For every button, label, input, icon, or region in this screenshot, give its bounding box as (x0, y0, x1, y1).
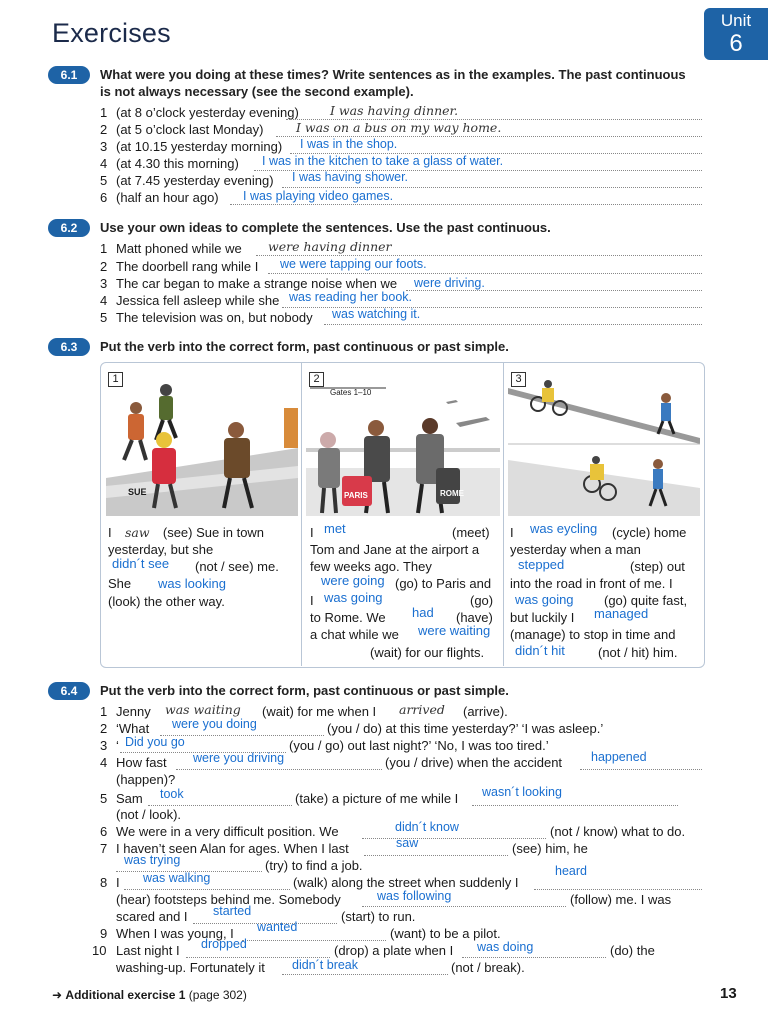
answer: didn´t see (112, 556, 170, 571)
text-fragment: (do) the (610, 943, 655, 958)
answer: was following (377, 889, 452, 903)
item-prompt: (at 7.45 yesterday evening) (116, 173, 274, 188)
exercise-badge-6-1: 6.1 (48, 66, 90, 84)
answer: Did you go (125, 735, 185, 749)
text-line: yesterday, but she (108, 542, 214, 557)
text-fragment: I haven’t seen Alan for ages. When I last (116, 841, 349, 856)
item-prompt: The car began to make a strange noise when we (116, 276, 398, 291)
answer: were you doing (172, 717, 257, 731)
text-line: (go) to Paris and (395, 576, 492, 591)
answer-line (362, 906, 566, 907)
text-fragment: We were in a very difficult position. We (116, 824, 339, 839)
exercise-badge-6-2: 6.2 (48, 219, 90, 237)
exercise-item (100, 737, 119, 754)
answer: didn´t know (395, 820, 459, 834)
exercise-badge-6-3: 6.3 (48, 338, 90, 356)
exercise-item (100, 172, 274, 189)
text-fragment: (follow) me. I was (570, 892, 672, 907)
illustration-cyclist-scene (508, 368, 700, 516)
picture-number-label: 3 (511, 372, 526, 387)
item-number: 5 (100, 310, 108, 325)
text-line: (go) quite fast, (604, 593, 688, 608)
item-number: 2 (100, 721, 108, 736)
answer: didn´t break (292, 958, 359, 972)
answer: wasn´t looking (482, 785, 562, 799)
text-fragment: (try) to find a job. (265, 858, 363, 873)
answer: were having dinner (268, 239, 392, 254)
text-line: (wait) for our flights. (370, 645, 485, 660)
exercise-item (100, 874, 120, 891)
text-fragment: ‘ (116, 738, 119, 753)
answer: were you driving (193, 751, 285, 765)
text-fragment: Sam (116, 791, 143, 806)
text-line: into the road in front of me. I (510, 576, 673, 591)
item-number: 8 (100, 875, 108, 890)
text-fragment: (arrive). (463, 704, 508, 719)
answer: stepped (518, 557, 565, 572)
answer-line (176, 769, 382, 770)
item-number: 3 (100, 139, 108, 154)
rome-label: ROME (440, 489, 464, 498)
text-fragment: (you / do) at this time yesterday?’ ‘I was asleep.’ (327, 721, 604, 736)
answer-line (324, 324, 702, 325)
answer: arrived (399, 702, 445, 717)
instruction-6-3: Put the verb into the correct form, past continuous or past simple. (100, 339, 509, 354)
unit-label: Unit (720, 11, 752, 30)
exercise-item (100, 189, 219, 206)
answer-line (364, 855, 508, 856)
item-prompt: (at 5 o’clock last Monday) (116, 122, 264, 137)
answer: was going (515, 592, 574, 607)
item-number: 6 (100, 190, 108, 205)
panel-divider (301, 362, 302, 666)
text-line: few weeks ago. They (310, 559, 432, 574)
panel-divider (503, 362, 504, 666)
text-line: She (108, 576, 132, 591)
answer: took (160, 787, 184, 801)
answer: was walking (143, 871, 211, 885)
answer-line (268, 273, 702, 274)
text-fragment: I (108, 525, 112, 540)
answer-line (462, 957, 606, 958)
item-number: 7 (100, 841, 108, 856)
text-line: I (510, 525, 514, 540)
text-line: (have) (456, 610, 493, 625)
answer: were waiting (418, 623, 491, 638)
text-line: I (310, 525, 314, 540)
item-number: 5 (100, 791, 108, 806)
exercise-item (100, 754, 167, 771)
item-number: 10 (92, 943, 107, 958)
item-number: 3 (100, 738, 108, 753)
answer: was trying (124, 853, 181, 867)
item-number: 3 (100, 276, 108, 291)
item-number: 4 (100, 293, 108, 308)
text-line: (not / hit) him. (598, 645, 678, 660)
instruction-6-1-line1: What were you doing at these times? Write sentences as in the examples. The past continuous (100, 67, 686, 82)
answer: managed (594, 606, 649, 621)
answer-line (124, 889, 290, 890)
exercise-item (100, 104, 299, 121)
exercise-item (100, 138, 282, 155)
text-fragment: Last night I (116, 943, 180, 958)
answer: were going (321, 573, 385, 588)
gates-sign: Gates 1–10 (330, 388, 372, 397)
item-number: 2 (100, 259, 108, 274)
text-line: (cycle) home (612, 525, 687, 540)
unit-number: 6 (729, 30, 743, 57)
text-line: (not / see) me. (195, 559, 279, 574)
exercise-item (100, 309, 313, 326)
answer: was going (324, 590, 383, 605)
picture-number (108, 369, 123, 387)
text-fragment: (you / go) out last night?’ ‘No, I was too tired.’ (289, 738, 549, 753)
exercise-item (100, 703, 151, 720)
answer: I was in the kitchen to take a glass of water. (262, 154, 504, 168)
exercise-item (100, 790, 143, 807)
text-line: (go) (470, 593, 494, 608)
text-line: Tom and Jane at the airport a (310, 542, 480, 557)
item-prompt: The television was on, but nobody (116, 310, 313, 325)
text-line: I (310, 593, 314, 608)
text-fragment: (see) him, he (512, 841, 588, 856)
instruction-6-2: Use your own ideas to complete the sentences. Use the past continuous. (100, 220, 551, 235)
answer: met (324, 521, 346, 536)
item-number: 2 (100, 122, 108, 137)
footer-page-ref: (page 302) (188, 988, 247, 1002)
item-number: 1 (100, 105, 108, 120)
answer-line (282, 974, 448, 975)
item-number: 6 (100, 824, 108, 839)
text-fragment: (start) to run. (341, 909, 416, 924)
unit-tab (704, 8, 768, 60)
exercise-item (92, 942, 180, 959)
text-fragment: I (116, 875, 120, 890)
additional-exercise-link[interactable] (52, 988, 247, 1002)
text-fragment: (happen)? (116, 772, 176, 787)
item-prompt: (half an hour ago) (116, 190, 219, 205)
text-line: (step) out (630, 559, 685, 574)
answer: saw (396, 836, 419, 850)
arrow-right-icon: ➜ (52, 988, 63, 1002)
picture-number-label: 2 (309, 372, 324, 387)
answer-line (362, 838, 546, 839)
picture-number (309, 369, 324, 387)
answer: was eycling (530, 521, 598, 536)
text-fragment: ‘What (116, 721, 150, 736)
answer-line (472, 805, 678, 806)
exercise-item (100, 823, 339, 840)
answer: was waiting (165, 702, 241, 717)
sue-label: SUE (128, 487, 147, 497)
answer: had (412, 605, 434, 620)
item-prompt: (at 10.15 yesterday morning) (116, 139, 283, 154)
answer: wanted (257, 920, 298, 934)
footer-text: Additional exercise 1 (65, 988, 186, 1002)
exercise-item (100, 121, 263, 138)
text-fragment: scared and I (116, 909, 188, 924)
answer: was watching it. (332, 307, 421, 321)
text-fragment: (want) to be a pilot. (390, 926, 501, 941)
exercise-item (100, 240, 242, 257)
page-title: Exercises (52, 18, 171, 48)
answer: I was in the shop. (300, 137, 398, 151)
item-number: 1 (100, 704, 108, 719)
exercise-item (100, 155, 239, 172)
text-line: a chat while we (310, 627, 399, 642)
item-prompt: The doorbell rang while I (116, 259, 259, 274)
picture-number-label: 1 (108, 372, 123, 387)
answer: saw (124, 525, 150, 540)
answer: heard (555, 864, 587, 878)
text-fragment: How fast (116, 755, 167, 770)
item-number: 5 (100, 173, 108, 188)
answer: happened (591, 750, 647, 764)
answer: were driving. (414, 276, 485, 290)
text-fragment: When I was young, I (116, 926, 234, 941)
text-fragment: washing-up. Fortunately it (116, 960, 265, 975)
answer: didn´t hit (515, 643, 565, 658)
answer: we were tapping our foots. (280, 257, 427, 271)
item-number: 9 (100, 926, 108, 941)
exercise-badge-6-4: 6.4 (48, 682, 90, 700)
text-fragment: (walk) along the street when suddenly I (293, 875, 519, 890)
text-line: (manage) to stop in time and (510, 627, 676, 642)
page-number: 13 (720, 985, 737, 1002)
text-fragment: (not / break). (451, 960, 525, 975)
text-line: to Rome. We (310, 610, 386, 625)
text-line: (look) the other way. (108, 594, 225, 609)
item-number: 4 (100, 755, 108, 770)
answer: was looking (158, 576, 226, 591)
text-fragment: (drop) a plate when I (334, 943, 454, 958)
answer: was reading her book. (289, 290, 412, 304)
answer: was doing (477, 940, 534, 954)
text-line: (meet) (452, 525, 490, 540)
text-fragment: Jenny (116, 704, 151, 719)
exercise-item (100, 258, 258, 275)
item-prompt: (at 4.30 this morning) (116, 156, 239, 171)
answer-line (242, 940, 386, 941)
text-fragment: (see) Sue in town (162, 525, 265, 540)
text-fragment: (you / drive) when the accident (385, 755, 563, 770)
text-fragment: (wait) for me when I (262, 704, 377, 719)
text-line: but luckily I (510, 610, 575, 625)
text-fragment: (hear) footsteps behind me. Somebody (116, 892, 341, 907)
exercise-item (100, 292, 279, 309)
answer-line (406, 290, 702, 291)
item-prompt: Jessica fell asleep while she (116, 293, 280, 308)
answer: I was on a bus on my way home. (296, 120, 502, 135)
text-line (108, 524, 264, 541)
answer: started (213, 904, 252, 918)
item-number: 4 (100, 156, 108, 171)
item-number: 1 (100, 241, 108, 256)
paris-label: PARIS (344, 491, 368, 500)
picture-number (511, 369, 526, 387)
answer: dropped (201, 937, 247, 951)
answer-line (580, 769, 702, 770)
answer-line (534, 889, 702, 890)
text-fragment: (take) a picture of me while I (295, 791, 459, 806)
answer: I was having dinner. (330, 103, 459, 118)
item-prompt: Matt phoned while we (116, 241, 242, 256)
answer: I was playing video games. (243, 189, 394, 203)
answer: I was having shower. (292, 170, 409, 184)
answer-line (230, 204, 702, 205)
instruction-6-1-line2: is not always necessary (see the second example). (100, 84, 414, 99)
item-prompt: (at 8 o’clock yesterday evening) (116, 105, 299, 120)
text-fragment: (not / look). (116, 807, 182, 822)
text-line: yesterday when a man (510, 542, 641, 557)
instruction-6-4: Put the verb into the correct form, past continuous or past simple. (100, 683, 509, 698)
text-fragment: (not / know) what to do. (550, 824, 686, 839)
